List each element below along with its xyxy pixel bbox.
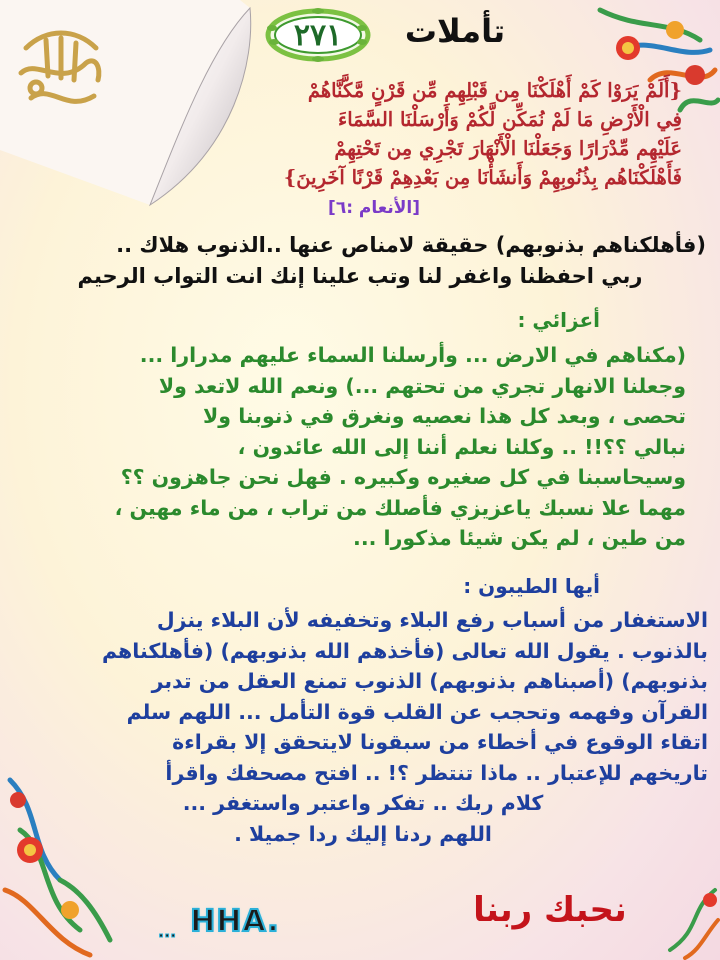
number-badge <box>262 6 374 64</box>
verse-line: عَلَيْهِم مِّدْرَارًا وَجَعَلْنَا الْأَنْهَارَ تَجْرِي مِن تَحْتِهِمْ <box>334 137 682 160</box>
green-line: تحصى ، وبعد كل هذا نعصيه ونغرق في ذنوبنا ولا <box>203 404 686 428</box>
surah-reference: [الأنعام :٦] <box>328 198 420 218</box>
verse-line: فَأَهْلَكْنَاهُم بِذُنُوبِهِمْ وَأَنشَأْنَا مِن بَعْدِهِمْ قَرْنًا آخَرِينَ} <box>283 166 682 189</box>
blue-line: كلام ربك .. تفكر واعتبر واستغفر ... <box>182 791 544 815</box>
quran-verse <box>150 76 682 192</box>
intro-line: ربي احفظنا واغفر لنا وتب علينا إنك انت التواب الرحيم <box>77 264 643 288</box>
page-title: تأملات <box>404 12 506 50</box>
intro-line: (فأهلكناهم بذنوبهم) حقيقة لامناص عنها ..الذنوب هلاك .. <box>116 233 706 257</box>
blue-line: اللهم ردنا إليك ردا جميلا . <box>234 821 492 846</box>
calligraphy-logo <box>6 18 116 128</box>
green-section-body <box>24 340 686 554</box>
intro-text <box>14 230 706 292</box>
green-line: نبالي ؟؟!! .. وكلنا نعلم أننا إلى الله عائدون ، <box>237 434 686 459</box>
green-line: من طين ، لم يكن شيئا مذكورا ... <box>353 526 686 550</box>
blue-section-body <box>18 605 708 849</box>
post-number: ٢٧١ <box>293 17 343 53</box>
blue-line: تاريخهم للإعتبار .. ماذا تنتظر ؟! .. افتح مصحفك واقرأ <box>165 760 708 785</box>
blue-line: بذنوبهم) (أصبناهم بذنوبهم) الذنوب تمنع العقل من تدبر <box>151 669 708 693</box>
blue-line: بالذنوب . يقول الله تعالى (فأخذهم الله بذنوبهم) (فأهلكناهم <box>101 638 708 663</box>
green-line: وسيحاسبنا في كل صغيره وكبيره . فهل نحن جاهزون ؟؟ <box>120 465 686 489</box>
green-line: وجعلنا الانهار تجري من تحتهم ...) ونعم الله لاتعد ولا <box>158 373 686 398</box>
blue-line: اتقاء الوقوع في أخطاء من سبقونا لايتحقق إلا بقراءة <box>172 730 708 754</box>
green-line: مهما علا نسبك ياعزيزي فأصلك من تراب ، من ماء مهين ، <box>114 495 686 520</box>
signature-dots: ... <box>158 922 177 941</box>
blue-line: الاستغفار من أسباب رفع البلاء وتخفيفه لأن البلاء ينزل <box>156 608 708 632</box>
verse-line: فِي الْأَرْضِ مَا لَمْ نُمَكِّن لَّكُمْ وَأَرْسَلْنَا السَّمَاءَ <box>338 108 682 131</box>
blue-line: القرآن وفهمه وتحجب عن القلب قوة التأمل ... اللهم سلم <box>126 699 708 724</box>
blue-section-heading: أيها الطيبون : <box>463 574 600 598</box>
love-text: نحبك ربنا <box>473 890 627 930</box>
green-section-heading: أعزائي : <box>517 308 600 332</box>
green-line: (مكناهم في الارض ... وأرسلنا السماء عليهم مدرارا ... <box>139 343 686 367</box>
author-signature: HHA. <box>190 903 280 939</box>
verse-line: {أَلَمْ يَرَوْا كَمْ أَهْلَكْنَا مِن قَبْلِهِم مِّن قَرْنٍ مَّكَّنَّاهُمْ <box>307 79 682 102</box>
